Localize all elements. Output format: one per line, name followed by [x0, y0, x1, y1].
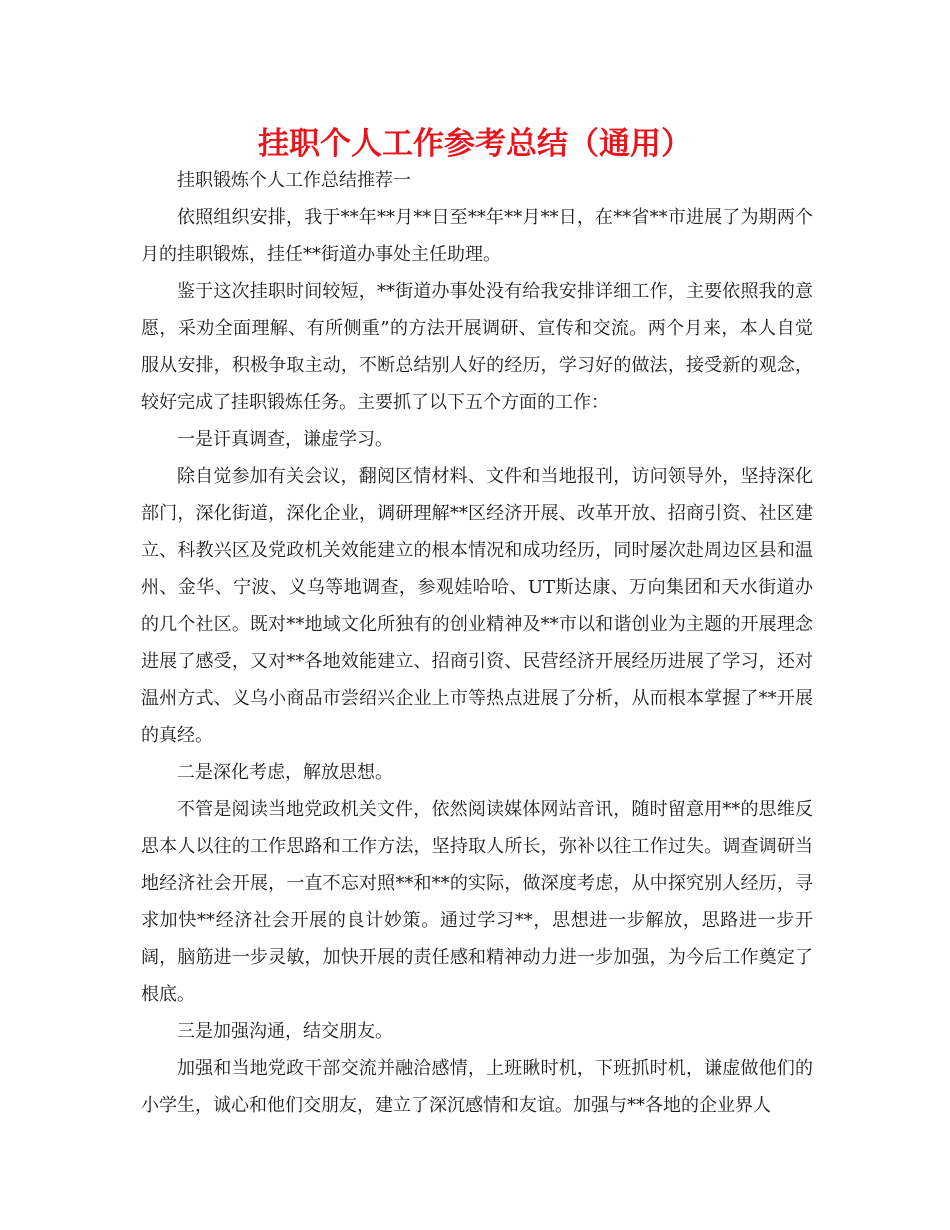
paragraph: 鉴于这次挂职时间较短，**街道办事处没有给我安排详细工作，主要依照我的意愿，采劝全面理解、有所侧重”的方法开展调研、宣传和交流。两个月来，本人自觉服从安排，积极争取主动，不断总结别人好的经历，学习好的做法，接受新的观念，较好完成了挂职锻炼任务。主要抓了以下五个方面的工作： [141, 281, 813, 413]
section-heading: 一是讦真调查，谦虚学习。 [177, 429, 393, 450]
document-title: 挂职个人工作参考总结（通用） [258, 126, 692, 162]
paragraph-subtitle: 挂职锻炼个人工作总结推荐一 [177, 170, 411, 191]
document-body [141, 162, 813, 1124]
paragraph: 依照组织安排，我于**年**月**日至**年**月**日，在**省**市进展了为期两个月的挂职锻炼，挂任**街道办事处主任助理。 [141, 207, 813, 265]
paragraph: 加强和当地党政干部交流并融洽感情，上班瞅时机，下班抓时机，谦虚做他们的小学生，诚心和他们交朋友，建立了深沉感情和友谊。加强与**各地的企业界人 [141, 1058, 813, 1116]
section-heading: 二是深化考虑，解放思想。 [177, 762, 393, 783]
paragraph: 除自觉参加有关会议，翻阅区情材料、文件和当地报刊，访问领导外，坚持深化部门，深化街道，深化企业，调研理解**区经济开展、改革开放、招商引资、社区建立、科教兴区及党政机关效能建立的根本情况和成功经历，同时屡次赴周边区县和温州、金华、宁波、义乌等地调查，参观娃哈哈、UT斯达康、万向集团和天水街道办的几个社区。既对**地域文化所独有的创业精神及**市以和谐创业为主题的开展理念进展了感受，又对**各地效能建立、招商引资、民营经济开展经历进展了学习，还对温州方式、义乌小商品市尝绍兴企业上市等热点进展了分析，从而根本掌握了**开展的真经。 [141, 466, 813, 746]
paragraph: 不管是阅读当地党政机关文件，依然阅读媒体网站音讯，随时留意用**的思维反思本人以往的工作思路和工作方法，坚持取人所长，弥补以往工作过失。调查调研当地经济社会开展，一直不忘对照**和**的实际，做深度考虑，从中探究别人经历，寻求加快**经济社会开展的良计妙策。通过学习**，思想进一步解放，思路进一步开阔，脑筋进一步灵敏，加快开展的责任感和精神动力进一步加强，为今后工作奠定了根底。 [141, 799, 813, 1005]
section-heading: 三是加强沟通，结交朋友。 [177, 1021, 393, 1042]
